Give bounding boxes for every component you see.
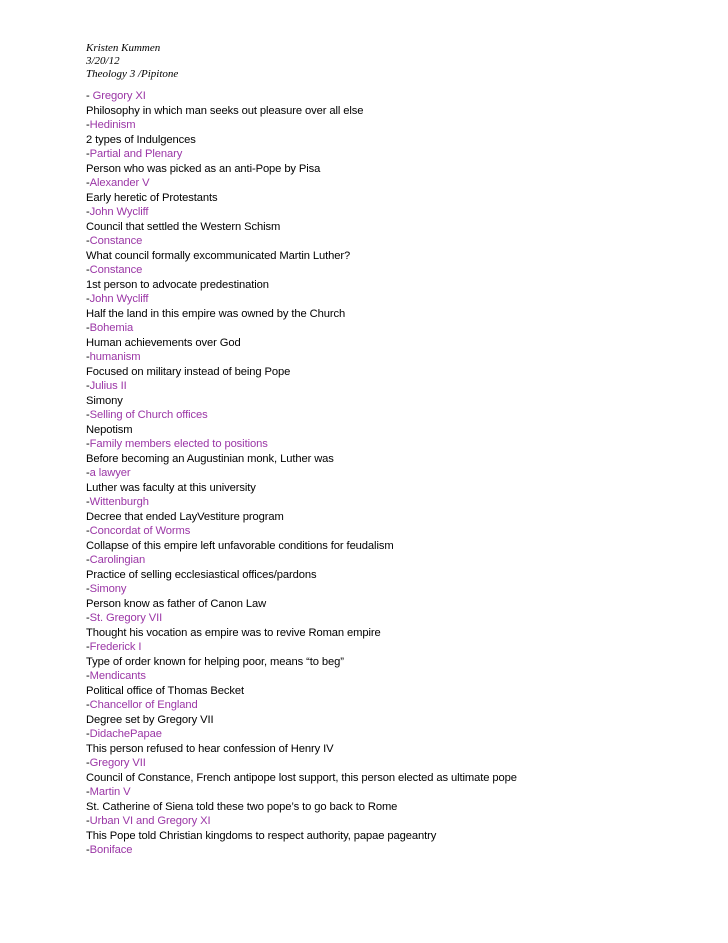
answer-line bbox=[86, 466, 706, 481]
answer-dash: - bbox=[86, 206, 90, 218]
answer-line bbox=[86, 176, 706, 191]
answer-text: Chancellor of England bbox=[89, 699, 198, 711]
question-line: Council that settled the Western Schism bbox=[86, 220, 281, 233]
answer-text: Gregory VII bbox=[89, 757, 146, 769]
answer-text: Bohemia bbox=[89, 322, 134, 334]
answer-line bbox=[86, 147, 706, 162]
answer-line bbox=[86, 205, 706, 220]
answer-dash: - bbox=[86, 670, 90, 682]
answer-line bbox=[86, 843, 706, 858]
answer-dash: - bbox=[86, 380, 90, 392]
question-line: Philosophy in which man seeks out pleasure over all else bbox=[86, 104, 364, 117]
document-header bbox=[86, 42, 706, 81]
question-line: St. Catherine of Siena told these two pope’s to go back to Rome bbox=[86, 800, 398, 813]
question-line: What council formally excommunicated Martin Luther? bbox=[86, 249, 351, 262]
document-date: 3/20/12 bbox=[86, 55, 120, 67]
answer-line bbox=[86, 437, 706, 452]
answer-line bbox=[86, 611, 706, 626]
question-line: Human achievements over God bbox=[86, 336, 241, 349]
question-line: Political office of Thomas Becket bbox=[86, 684, 244, 697]
question-line: Practice of selling ecclesiastical offices/pardons bbox=[86, 568, 317, 581]
first-answer bbox=[86, 89, 706, 104]
answer-dash: - bbox=[86, 148, 90, 160]
answer-text: DidachePapae bbox=[89, 728, 162, 740]
answer-line bbox=[86, 118, 706, 133]
answer-line bbox=[86, 698, 706, 713]
answer-line bbox=[86, 553, 706, 568]
answer-text: Martin V bbox=[89, 786, 131, 798]
question-line: 2 types of Indulgences bbox=[86, 133, 196, 146]
answer-line bbox=[86, 640, 706, 655]
answer-text: Constance bbox=[89, 264, 143, 276]
document-page bbox=[86, 42, 706, 858]
question-line: Focused on military instead of being Pope bbox=[86, 365, 291, 378]
answer-dash: - bbox=[86, 90, 90, 102]
answer-line bbox=[86, 263, 706, 278]
answer-line bbox=[86, 756, 706, 771]
answer-line bbox=[86, 524, 706, 539]
answer-dash: - bbox=[86, 815, 90, 827]
answer-dash: - bbox=[86, 322, 90, 334]
answer-dash: - bbox=[86, 612, 90, 624]
answer-text: Constance bbox=[89, 235, 143, 247]
answer-text: humanism bbox=[89, 351, 141, 363]
answer-dash: - bbox=[86, 438, 90, 450]
question-line: Collapse of this empire left unfavorable conditions for feudalism bbox=[86, 539, 394, 552]
answer-text: Selling of Church offices bbox=[89, 409, 208, 421]
answer-line bbox=[86, 727, 706, 742]
answer-line bbox=[86, 234, 706, 249]
answer-text: John Wycliff bbox=[89, 293, 149, 305]
answer-dash: - bbox=[86, 235, 90, 247]
answer-text: St. Gregory VII bbox=[89, 612, 163, 624]
answer-text: a lawyer bbox=[89, 467, 131, 479]
answer-dash: - bbox=[86, 351, 90, 363]
question-line: Person know as father of Canon Law bbox=[86, 597, 267, 610]
answer-dash: - bbox=[86, 728, 90, 740]
answer-dash: - bbox=[86, 554, 90, 566]
answer-dash: - bbox=[86, 786, 90, 798]
answer-text: Urban VI and Gregory XI bbox=[89, 815, 211, 827]
question-line: Council of Constance, French antipope lost support, this person elected as ultimate pope bbox=[86, 771, 517, 784]
answer-text: John Wycliff bbox=[89, 206, 149, 218]
answer-text: Wittenburgh bbox=[89, 496, 149, 508]
question-line: Luther was faculty at this university bbox=[86, 481, 256, 494]
question-line: Early heretic of Protestants bbox=[86, 191, 218, 204]
answer-line bbox=[86, 379, 706, 394]
answer-text: Julius II bbox=[89, 380, 127, 392]
answer-dash: - bbox=[86, 641, 90, 653]
answer-text: Carolingian bbox=[89, 554, 146, 566]
question-line: This person refused to hear confession of Henry IV bbox=[86, 742, 334, 755]
question-line: Nepotism bbox=[86, 423, 133, 436]
answer-dash: - bbox=[86, 699, 90, 711]
answer-dash: - bbox=[86, 496, 90, 508]
answer-dash: - bbox=[86, 119, 90, 131]
question-line: Type of order known for helping poor, means “to beg” bbox=[86, 655, 344, 668]
answer-text: Gregory XI bbox=[89, 90, 146, 102]
answer-text: Concordat of Worms bbox=[89, 525, 191, 537]
question-line: Simony bbox=[86, 394, 123, 407]
answer-dash: - bbox=[86, 264, 90, 276]
answer-line bbox=[86, 785, 706, 800]
answer-text: Mendicants bbox=[89, 670, 146, 682]
question-line: Degree set by Gregory VII bbox=[86, 713, 214, 726]
answer-text: Partial and Plenary bbox=[89, 148, 183, 160]
answer-text: Alexander V bbox=[89, 177, 150, 189]
answer-line bbox=[86, 669, 706, 684]
question-line: Person who was picked as an anti-Pope by Pisa bbox=[86, 162, 321, 175]
question-line: Decree that ended LayVestiture program bbox=[86, 510, 284, 523]
question-line: 1st person to advocate predestination bbox=[86, 278, 269, 291]
answer-dash: - bbox=[86, 844, 90, 856]
question-line: Half the land in this empire was owned by the Church bbox=[86, 307, 346, 320]
answer-dash: - bbox=[86, 525, 90, 537]
answer-text: Boniface bbox=[89, 844, 133, 856]
answer-line bbox=[86, 321, 706, 336]
author-name: Kristen Kummen bbox=[86, 42, 161, 54]
qa-list bbox=[86, 89, 706, 858]
question-line: Thought his vocation as empire was to revive Roman empire bbox=[86, 626, 381, 639]
answer-line bbox=[86, 292, 706, 307]
course-name: Theology 3 /Pipitone bbox=[86, 68, 179, 80]
answer-dash: - bbox=[86, 177, 90, 189]
answer-line bbox=[86, 814, 706, 829]
answer-line bbox=[86, 350, 706, 365]
answer-dash: - bbox=[86, 757, 90, 769]
answer-dash: - bbox=[86, 583, 90, 595]
answer-dash: - bbox=[86, 467, 90, 479]
answer-text: Family members elected to positions bbox=[89, 438, 268, 450]
answer-line bbox=[86, 582, 706, 597]
answer-text: Hedinism bbox=[89, 119, 136, 131]
answer-dash: - bbox=[86, 293, 90, 305]
answer-line bbox=[86, 495, 706, 510]
answer-dash: - bbox=[86, 409, 90, 421]
question-line: This Pope told Christian kingdoms to respect authority, papae pageantry bbox=[86, 829, 437, 842]
answer-text: Simony bbox=[89, 583, 127, 595]
answer-line bbox=[86, 408, 706, 423]
question-line: Before becoming an Augustinian monk, Luther was bbox=[86, 452, 334, 465]
answer-text: Frederick I bbox=[89, 641, 142, 653]
